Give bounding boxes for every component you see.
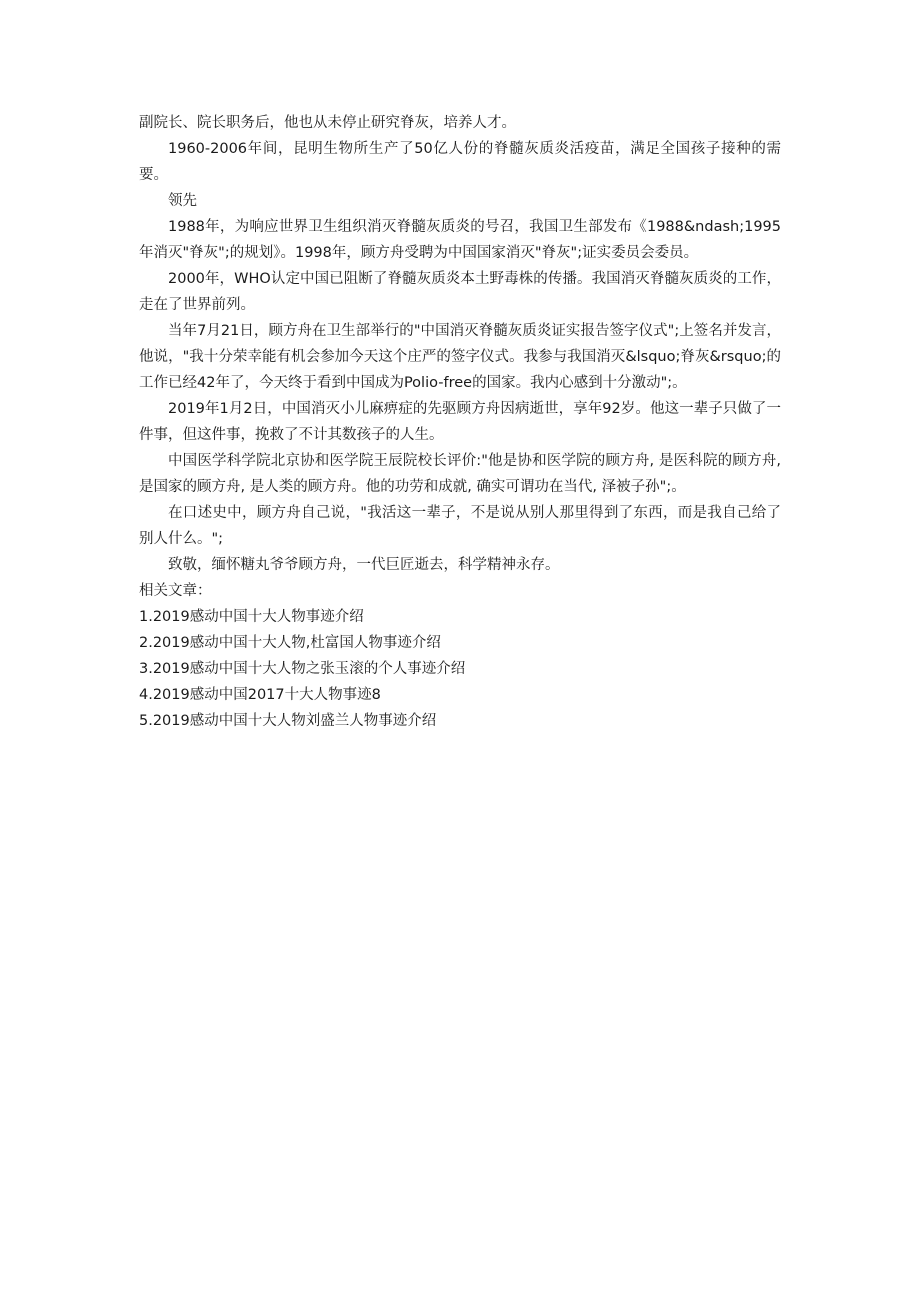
paragraph-6: 2019年1月2日，中国消灭小儿麻痹症的先驱顾方舟因病逝世，享年92岁。他这一辈子只做了一件事，但这件事，挽救了不计其数孩子的人生。 (139, 401, 781, 443)
paragraph-7: 中国医学科学院北京协和医学院王辰院校长评价:"他是协和医学院的顾方舟, 是医科院的顾方舟, 是国家的顾方舟, 是人类的顾方舟。他的功劳和成就, 确实可谓功在当代, 泽被子孙";。 (139, 453, 781, 495)
paragraph-4: 2000年，WHO认定中国已阻断了脊髓灰质炎本土野毒株的传播。我国消灭脊髓灰质炎的工作，走在了世界前列。 (139, 271, 781, 313)
paragraph-3: 1988年，为响应世界卫生组织消灭脊髓灰质炎的号召，我国卫生部发布《1988&ndash;1995年消灭"脊灰";的规划》。1998年，顾方舟受聘为中国国家消灭"脊灰";证实委员会委员。 (139, 219, 781, 261)
related-articles-list (139, 604, 781, 734)
paragraph-8: 在口述史中，顾方舟自己说，"我活这一辈子，不是说从别人那里得到了东西，而是我自己给了别人什么。"; (139, 505, 781, 547)
related-article-link-4[interactable]: 4.2019感动中国2017十大人物事迹8 (139, 687, 381, 703)
paragraph-1: 副院长、院长职务后，他也从未停止研究脊灰，培养人才。 (139, 115, 516, 131)
section-heading-leading: 领先 (168, 193, 197, 209)
related-article-link-5[interactable]: 5.2019感动中国十大人物刘盛兰人物事迹介绍 (139, 713, 437, 729)
related-article-link-3[interactable]: 3.2019感动中国十大人物之张玉滚的个人事迹介绍 (139, 661, 466, 677)
related-articles-title: 相关文章： (139, 583, 212, 599)
paragraph-5: 当年7月21日，顾方舟在卫生部举行的"中国消灭脊髓灰质炎证实报告签字仪式";上签名并发言，他说，"我十分荣幸能有机会参加今天这个庄严的签字仪式。我参与我国消灭&lsquo;脊灰&rsquo;的工作已经42年了，今天终于看到中国成为Polio-free的国家。我内心感到十分激动";。 (139, 323, 781, 391)
related-article-link-1[interactable]: 1.2019感动中国十大人物事迹介绍 (139, 609, 364, 625)
article-body (139, 110, 781, 734)
paragraph-9: 致敬，缅怀糖丸爷爷顾方舟，一代巨匠逝去，科学精神永存。 (168, 557, 560, 573)
paragraph-2: 1960-2006年间，昆明生物所生产了50亿人份的脊髓灰质炎活疫苗，满足全国孩子接种的需要。 (139, 141, 781, 183)
related-article-link-2[interactable]: 2.2019感动中国十大人物,杜富国人物事迹介绍 (139, 635, 441, 651)
